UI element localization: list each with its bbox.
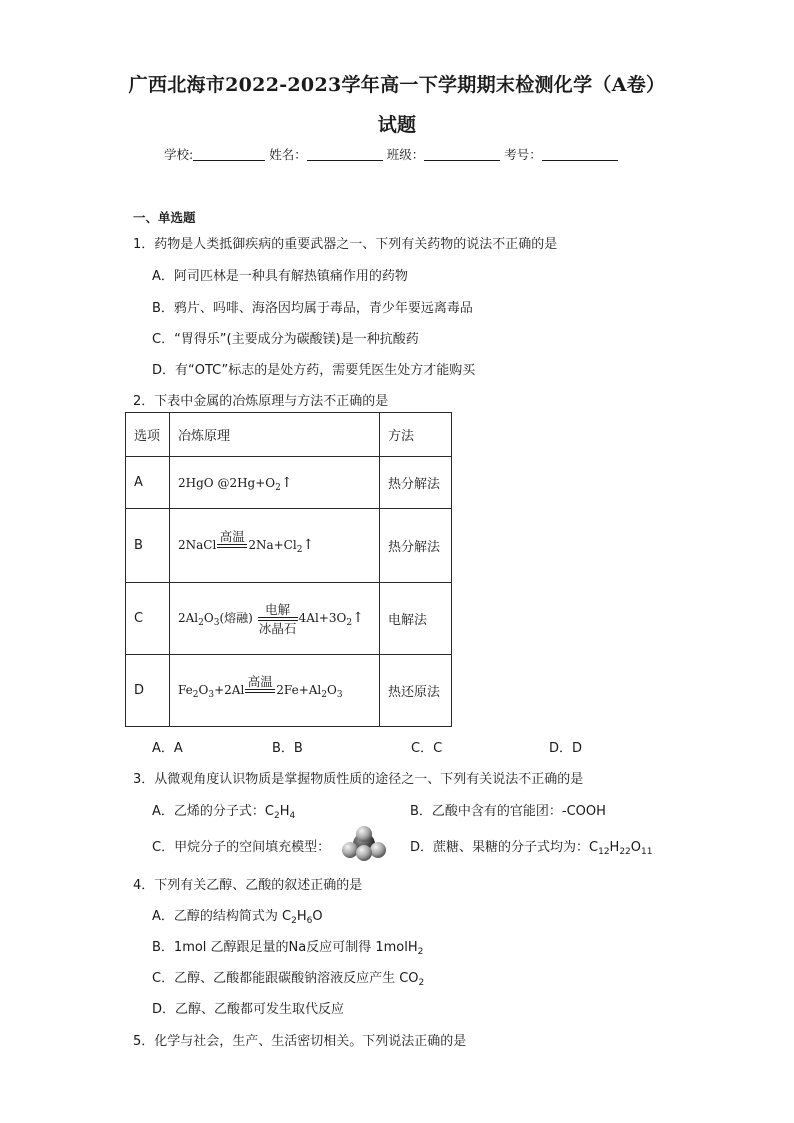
up-arrow-icon: ↑: [280, 474, 293, 491]
q2-stem: 2．下表中金属的冶炼原理与方法不正确的是: [133, 394, 389, 409]
class-blank[interactable]: [424, 146, 500, 161]
name-label: 姓名：: [269, 147, 307, 162]
q4-option-d: D．乙醇、乙酸都可发生取代反应: [152, 1002, 345, 1017]
row-d-option: D: [126, 655, 170, 727]
row-b-equation: 2NaCl 高温 $2Na+Cl_2↑$: [170, 509, 380, 583]
q2-option-d: D．D: [549, 741, 583, 756]
school-blank[interactable]: [193, 146, 265, 161]
row-a-method: 热分解法: [380, 457, 452, 509]
header-principle: 冶炼原理: [170, 413, 380, 457]
row-d-method: 热还原法: [380, 655, 452, 727]
q2-option-a: A．A: [152, 741, 183, 756]
class-label: 班级：: [386, 147, 425, 162]
student-info-line: [164, 145, 618, 163]
section-heading: 一、单选题: [133, 210, 196, 225]
up-arrow-icon: ↑: [302, 537, 315, 553]
q4-option-a: A．乙醇的结构简式为 $C_2H_6O$: [152, 909, 323, 926]
q3-option-b: B．乙酸中含有的官能团：-COOH: [410, 804, 606, 819]
smelting-table: [125, 412, 452, 727]
table-row: [126, 457, 452, 509]
row-d-equation: $Fe_2O_3+2Al$ 高温 $2Fe+Al_2O_3$: [170, 655, 380, 727]
condition-electrolysis: 电解 冰晶石: [258, 601, 297, 636]
condition-high-temp: 高温: [217, 529, 247, 548]
q1-stem: 1．药物是人类抵御疾病的重要武器之一、下列有关药物的说法不正确的是: [133, 237, 558, 252]
row-b-option: B: [126, 509, 170, 583]
table-header-row: [126, 413, 452, 457]
row-b-method: 热分解法: [380, 509, 452, 583]
paper-title-line1: 广西北海市2022-2023学年高一下学期期末检测化学（A卷）: [128, 74, 666, 96]
row-a-equation: 2HgO $@2Hg+O_2↑$: [170, 457, 380, 509]
methane-model-icon: [341, 826, 387, 862]
q1-option-d: D．有“OTC”标志的是处方药，需要凭医生处方才能购买: [152, 363, 476, 378]
q4-option-b: B．1mol 乙醇跟足量的Na反应可制得 1molH$_2$: [152, 940, 424, 957]
condition-high-temp: 高温: [245, 674, 275, 693]
school-label: 学校:: [164, 147, 194, 162]
exam-no-blank[interactable]: [542, 146, 618, 161]
exam-no-label: 考号：: [504, 147, 542, 162]
table-row: [126, 655, 452, 727]
q1-option-b: B．鸦片、吗啡、海洛因均属于毒品，青少年要远离毒品: [152, 301, 473, 316]
up-arrow-icon: ↑: [352, 610, 364, 626]
q1-option-c: C．“胃得乐”(主要成分为碳酸镁)是一种抗酸药: [152, 332, 419, 347]
row-c-option: C: [126, 583, 170, 655]
q3-option-a: A．乙烯的分子式：$C_2H_4$: [152, 804, 296, 821]
q3-stem: 3．从微观角度认识物质是掌握物质性质的途径之一、下列有关说法不正确的是: [133, 772, 584, 787]
q3-option-c: C．甲烷分子的空间填充模型：: [152, 840, 331, 855]
q1-option-a: A．阿司匹林是一种具有解热镇痛作用的药物: [152, 269, 408, 284]
q2-option-b: B．B: [272, 741, 303, 756]
row-a-option: A: [126, 457, 170, 509]
q3-option-d: D．蔗糖、果糖的分子式均为：$C_{12}H_{22}O_{11}$: [410, 840, 653, 857]
header-method: 方法: [380, 413, 452, 457]
q2-option-c: C．C: [411, 741, 443, 756]
q4-stem: 4．下列有关乙醇、乙酸的叙述正确的是: [133, 878, 363, 893]
name-blank[interactable]: [307, 146, 383, 161]
row-c-equation: $2Al_2O_3$(熔融) 电解 冰晶石 $4Al+3O_2↑$: [170, 583, 380, 655]
table-row: [126, 509, 452, 583]
q4-option-c: C．乙醇、乙酸都能跟碳酸钠溶液反应产生 $CO_2$: [152, 971, 425, 988]
q5-stem: 5．化学与社会，生产、生活密切相关。下列说法正确的是: [133, 1034, 467, 1049]
paper-title-line2: 试题: [377, 114, 417, 136]
header-option: 选项: [126, 413, 170, 457]
table-row: [126, 583, 452, 655]
row-c-method: 电解法: [380, 583, 452, 655]
